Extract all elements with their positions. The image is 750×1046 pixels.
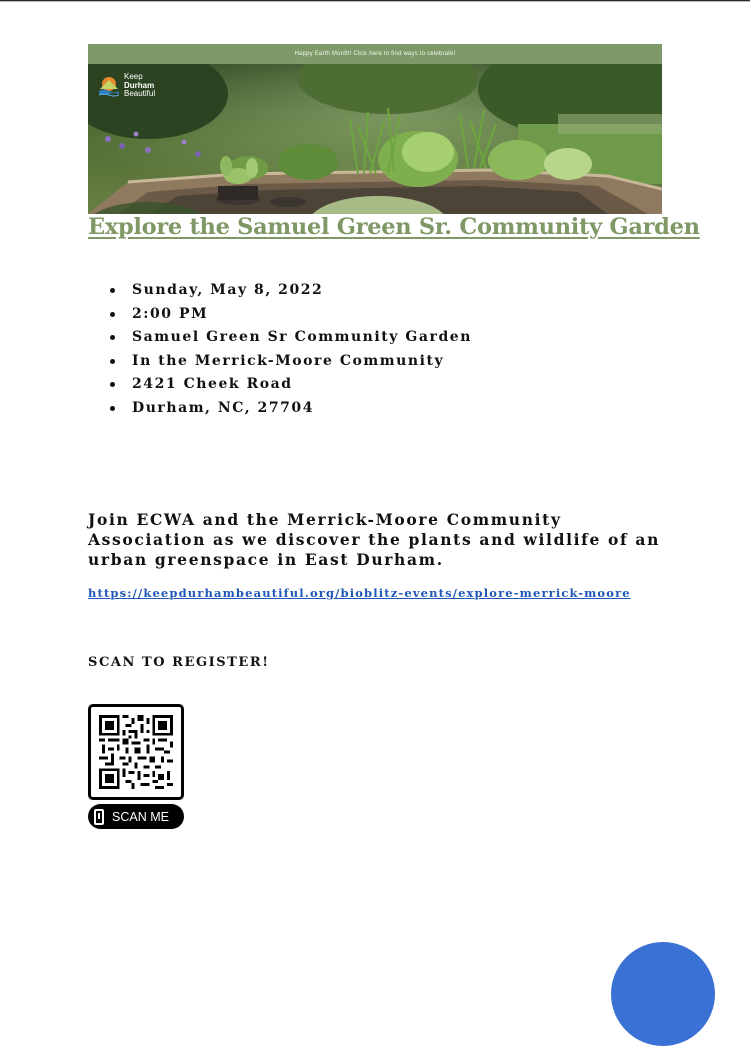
- qr-code[interactable]: [88, 704, 184, 800]
- logo-line-durham: Durham: [124, 80, 155, 90]
- top-border-shadow: [0, 1, 750, 2]
- scan-me-button[interactable]: [88, 804, 184, 829]
- scan-me-label: SCAN ME: [112, 809, 169, 824]
- event-time: 2:00 PM: [110, 304, 472, 328]
- event-street-address: 2421 Cheek Road: [110, 374, 472, 398]
- logo-emblem-icon: [98, 75, 120, 97]
- event-description: Join ECWA and the Merrick-Moore Community Association as we discover the plants and wildlife of an urban greenspace in East Durham.: [88, 510, 660, 569]
- logo-line-beautiful: Beautiful: [124, 89, 156, 98]
- event-city: Durham, NC, 27704: [110, 398, 472, 422]
- keep-durham-beautiful-logo[interactable]: [98, 73, 155, 99]
- garden-photo: [88, 64, 662, 214]
- event-title-link[interactable]: Explore the Samuel Green Sr. Community Garden: [88, 214, 700, 240]
- floating-action-button[interactable]: [611, 942, 715, 1046]
- earth-month-strip[interactable]: Happy Earth Month! Click here to find ways to celebrate!: [88, 44, 662, 64]
- header-banner[interactable]: [88, 44, 662, 214]
- qr-code-icon: [99, 715, 173, 789]
- registration-link[interactable]: https://keepdurhambeautiful.org/bioblitz-events/explore-merrick-moore: [88, 586, 631, 600]
- event-details-list: [110, 280, 472, 421]
- event-venue: Samuel Green Sr Community Garden: [110, 327, 472, 351]
- logo-text: [124, 73, 155, 99]
- logo-line-keep: Keep: [124, 72, 143, 81]
- event-date: Sunday, May 8, 2022: [110, 280, 472, 304]
- scan-to-register-heading: SCAN TO REGISTER!: [88, 655, 270, 670]
- phone-icon: [94, 809, 104, 825]
- event-community: In the Merrick-Moore Community: [110, 351, 472, 375]
